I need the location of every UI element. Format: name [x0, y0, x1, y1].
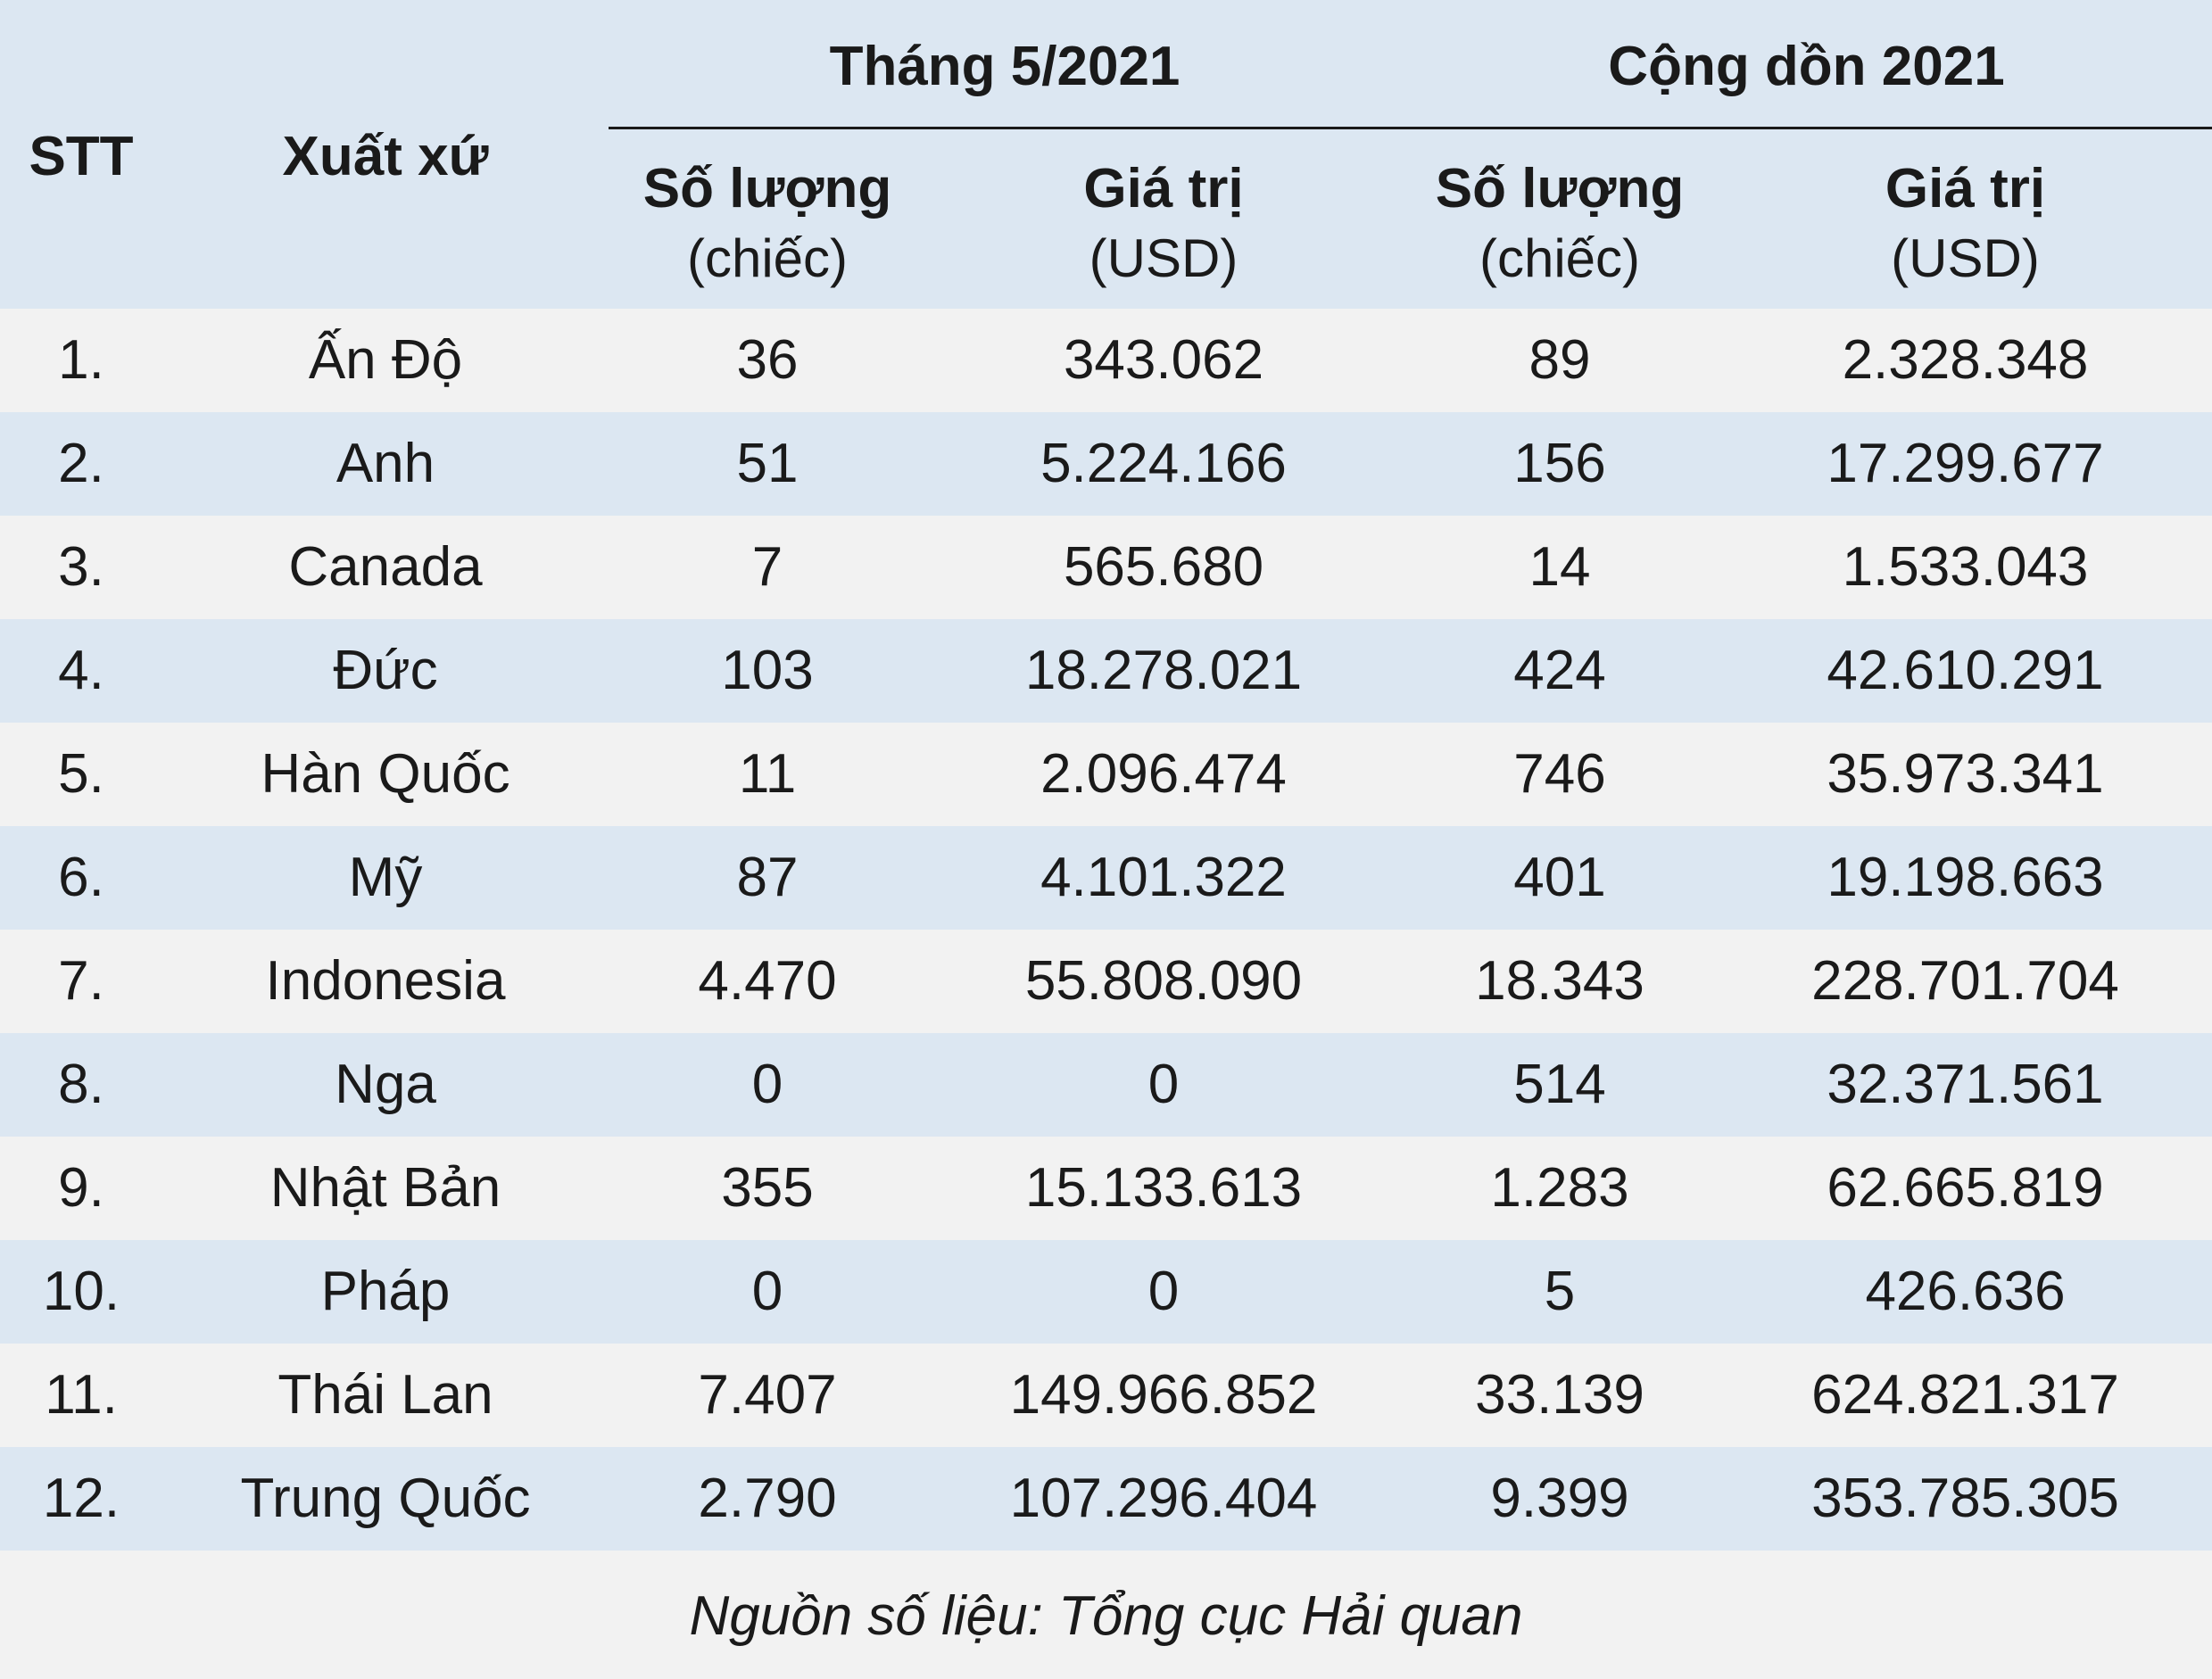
cell-cum-qty: 18.343: [1475, 950, 1645, 1012]
cell-cum-value: 32.371.561: [1827, 1054, 2104, 1115]
cell-month-qty: 51: [736, 433, 799, 494]
cell-stt: 5.: [58, 743, 104, 805]
cell-month-value: 0: [1147, 1261, 1180, 1322]
cell-cum-qty: 746: [1513, 743, 1606, 805]
cell-cum-qty: 401: [1513, 847, 1606, 908]
header-month-qty-unit: (chiếc): [686, 228, 849, 288]
cell-origin: Nhật Bản: [269, 1157, 501, 1219]
table-header: [0, 0, 2212, 309]
cell-month-qty: 103: [721, 640, 814, 701]
cell-stt: 10.: [42, 1261, 120, 1322]
cell-month-value: 107.296.404: [1009, 1468, 1318, 1529]
cell-stt: 2.: [58, 433, 104, 494]
group-divider: [609, 127, 2212, 129]
cell-stt: 11.: [45, 1364, 118, 1426]
cell-month-value: 5.224.166: [1040, 433, 1287, 494]
cell-cum-qty: 1.283: [1490, 1157, 1629, 1219]
cell-month-qty: 2.790: [698, 1468, 837, 1529]
cell-month-value: 18.278.021: [1024, 640, 1303, 701]
cell-stt: 1.: [58, 329, 104, 391]
cell-month-qty: 7.407: [698, 1364, 837, 1426]
cell-month-qty: 0: [751, 1261, 783, 1322]
cell-month-value: 565.680: [1063, 536, 1264, 598]
cell-stt: 7.: [58, 950, 104, 1012]
cell-cum-value: 2.328.348: [1842, 329, 2089, 391]
cell-month-qty: 36: [736, 329, 799, 391]
cell-month-value: 0: [1147, 1054, 1180, 1115]
cell-month-qty: 87: [736, 847, 799, 908]
cell-origin: Indonesia: [265, 950, 506, 1012]
cell-month-qty: 11: [738, 743, 797, 805]
cell-month-value: 343.062: [1063, 329, 1264, 391]
cell-origin: Nga: [335, 1054, 436, 1115]
cell-cum-qty: 89: [1529, 329, 1591, 391]
cell-stt: 9.: [58, 1157, 104, 1219]
table-row: [0, 826, 2212, 930]
cell-cum-value: 19.198.663: [1827, 847, 2104, 908]
cell-month-qty: 7: [751, 536, 783, 598]
cell-origin: Pháp: [320, 1261, 451, 1322]
table-row: [0, 1344, 2212, 1447]
header-origin: Xuất xứ: [282, 126, 489, 187]
table-body: [0, 309, 2212, 1551]
header-month-value: [926, 153, 1401, 293]
cell-month-value: 2.096.474: [1040, 743, 1287, 805]
table-row: [0, 619, 2212, 723]
cell-cum-qty: 33.139: [1475, 1364, 1645, 1426]
cell-cum-value: 353.785.305: [1811, 1468, 2119, 1529]
group-header-cumulative: Cộng dồn 2021: [1608, 36, 2005, 97]
cell-cum-qty: 14: [1529, 536, 1591, 598]
header-cum-value-label: Giá trị: [1885, 158, 2046, 219]
cell-cum-value: 228.701.704: [1811, 950, 2119, 1012]
table-row: [0, 309, 2212, 412]
header-stt: STT: [29, 126, 134, 187]
table-row: [0, 723, 2212, 826]
cell-month-value: 15.133.613: [1024, 1157, 1303, 1219]
cell-stt: 4.: [58, 640, 104, 701]
cell-cum-qty: 424: [1513, 640, 1606, 701]
table-row: [0, 1137, 2212, 1240]
group-header-month: Tháng 5/2021: [829, 36, 1181, 97]
cell-cum-value: 17.299.677: [1827, 433, 2104, 494]
header-month-value-label: Giá trị: [1083, 158, 1244, 219]
table-row: [0, 1033, 2212, 1137]
cell-month-qty: 4.470: [698, 950, 837, 1012]
cell-month-qty: 0: [751, 1054, 783, 1115]
cell-cum-value: 1.533.043: [1842, 536, 2089, 598]
cell-cum-qty: 9.399: [1490, 1468, 1629, 1529]
cell-cum-value: 35.973.341: [1827, 743, 2104, 805]
cell-origin: Trung Quốc: [240, 1468, 531, 1529]
cell-origin: Thái Lan: [278, 1364, 493, 1426]
header-month-qty: [609, 153, 926, 293]
cell-cum-value: 42.610.291: [1827, 640, 2104, 701]
cell-origin: Canada: [288, 536, 483, 598]
header-cum-value-unit: (USD): [1891, 228, 2040, 288]
table-row: [0, 516, 2212, 619]
cell-cum-qty: 5: [1544, 1261, 1576, 1322]
table-row: [0, 1240, 2212, 1344]
header-cum-qty: [1401, 153, 1719, 293]
cell-cum-qty: 156: [1513, 433, 1606, 494]
cell-stt: 8.: [58, 1054, 104, 1115]
cell-stt: 12.: [42, 1468, 120, 1529]
cell-month-value: 55.808.090: [1024, 950, 1303, 1012]
cell-origin: Đức: [333, 640, 438, 701]
cell-origin: Ấn Độ: [308, 329, 463, 391]
cell-month-value: 149.966.852: [1009, 1364, 1318, 1426]
header-cum-value: [1719, 153, 2212, 293]
cell-origin: Mỹ: [348, 847, 423, 908]
cell-origin: Hàn Quốc: [261, 743, 510, 805]
header-month-qty-label: Số lượng: [642, 158, 892, 219]
cell-cum-qty: 514: [1513, 1054, 1606, 1115]
header-month-value-unit: (USD): [1089, 228, 1239, 288]
cell-cum-value: 624.821.317: [1811, 1364, 2119, 1426]
cell-cum-value: 426.636: [1865, 1261, 2066, 1322]
cell-month-value: 4.101.322: [1040, 847, 1287, 908]
cell-stt: 3.: [58, 536, 104, 598]
source-note: Nguồn số liệu: Tổng cục Hải quan: [689, 1585, 1523, 1647]
cell-stt: 6.: [58, 847, 104, 908]
table-row: [0, 930, 2212, 1033]
header-cum-qty-label: Số lượng: [1435, 158, 1685, 219]
table-row: [0, 1447, 2212, 1551]
header-cum-qty-unit: (chiếc): [1479, 228, 1641, 288]
cell-month-qty: 355: [721, 1157, 814, 1219]
table-row: [0, 412, 2212, 516]
cell-origin: Anh: [336, 433, 435, 494]
cell-cum-value: 62.665.819: [1827, 1157, 2104, 1219]
